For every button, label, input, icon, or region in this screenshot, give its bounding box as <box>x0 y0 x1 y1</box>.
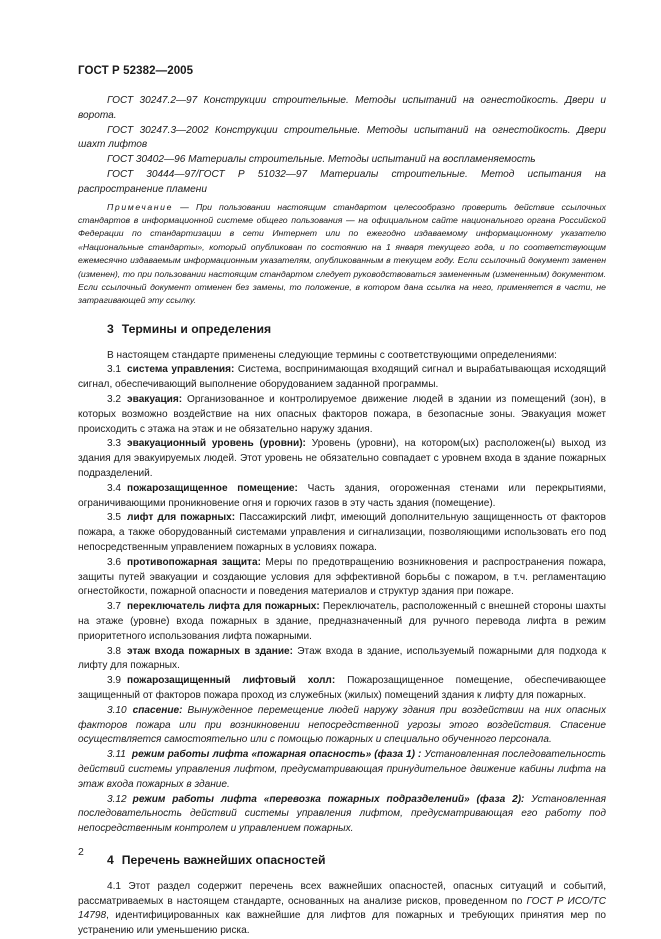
term-definition <box>78 393 606 437</box>
reference-item: ГОСТ 30402—96 Материалы строительные. Методы испытаний на воспламеняемость <box>107 154 536 166</box>
term-number: 3.11 <box>107 749 126 761</box>
term-name: пожарозащищенное помещение: <box>127 482 298 494</box>
note-label: Примечание <box>107 201 174 212</box>
term-text: Переключатель, расположенный с внешней стороны шахты на этаже (уровне) входа пожарных в здание, предназначенный для ручного перевода лифта в режим приоритетного использования лифта пожарными. <box>78 601 606 642</box>
term-text: Организованное и контролируемое движение людей в здании из помещений (зон), в которых возможно воздействие на них опасных факторов пожара, в безопасные зоны. Эвакуация может происходить с этажа на этаж и не обязательно наружу здания. <box>78 394 606 435</box>
term-number: 3.4 <box>107 482 122 494</box>
term-text: Система, воспринимающая входящий сигнал и вырабатывающая исходящий сигнал, обеспечивающий выполнение оборудованием заданной программы. <box>78 364 606 391</box>
term-name: противопожарная защита: <box>127 556 261 568</box>
reference-item: ГОСТ 30444—97/ГОСТ Р 51032—97 Материалы строительные. Метод испытания на распространение пламени <box>78 168 606 195</box>
term-definition <box>78 600 606 644</box>
term-name: эвакуация: <box>127 394 183 406</box>
document-body <box>78 94 606 939</box>
document-header: ГОСТ Р 52382—2005 <box>78 65 194 77</box>
term-definition <box>78 793 606 837</box>
term-name: переключатель лифта для пожарных: <box>127 601 320 613</box>
term-name: спасение: <box>132 704 183 716</box>
section-4-paragraph <box>78 880 606 939</box>
term-name: пожарозащищенный лифтовый холл: <box>127 675 336 687</box>
term-number: 3.3 <box>107 438 122 450</box>
reference-item: ГОСТ 30247.3—2002 Конструкции строительные. Методы испытаний на огнестойкость. Двери шахт лифтов <box>78 124 606 151</box>
term-definition <box>78 363 606 393</box>
term-text: Пожарозащищенное помещение, обеспечивающее защищенный от факторов пожара проход из служебных (жилых) помещений здания к лифту для пожарных. <box>78 675 606 701</box>
term-name: режим работы лифта «перевозка пожарных подразделений» (фаза 2): <box>132 793 525 805</box>
term-list <box>78 363 606 837</box>
term-number: 3.1 <box>107 364 122 376</box>
term-definition <box>78 511 606 555</box>
term-text: Установленная последовательность действий системы управления лифтом, предусматривающая его работу под непосредственным контролем и управлением пожарных. <box>78 793 606 835</box>
term-number: 3.12 <box>107 793 127 805</box>
term-name: эвакуационный уровень (уровни): <box>127 438 306 450</box>
note-text: — При пользовании настоящим стандартом целесообразно проверить действие ссылочных стандартов в информационной системе общего пользования — на официальном сайте национального органа Российской Федерации по стандартизации в сети Интернет или по ежегодно издаваемому информационному указателю «Национальные стандарты», который опубликован по состоянию на 1 января текущего года, и по соответствующим ежемесячно издаваемым информационным указателям, опубликованным в текущем году. Если ссылочный документ заменен (изменен), то при пользовании настоящим стандартом следует руководствоваться замененным (измененным) документом. Если ссылочный документ отменен без замены, то положение, в котором дана ссылка на него, применяется в части, не затрагивающей эту ссылку. <box>78 201 606 306</box>
section-number: 3 <box>107 321 114 336</box>
page-number: 2 <box>78 846 84 858</box>
term-definition <box>78 482 606 512</box>
section-title: Перечень важнейших опасностей <box>121 852 326 867</box>
term-definition <box>78 674 606 704</box>
term-name: режим работы лифта «пожарная опасность» (фаза 1) : <box>131 749 422 761</box>
term-number: 3.9 <box>107 675 122 687</box>
section-heading-4 <box>107 853 606 868</box>
section-title: Термины и определения <box>121 321 272 336</box>
paragraph-text: , идентифицированных как важнейшие для лифтов для пожарных и требующих принятия мер по устранению или уменьшению риска. <box>78 910 606 937</box>
paragraph-text: 4.1 Этот раздел содержит перечень всех важнейших опасностей, опасных ситуаций и событий, рассматриваемых в настоящем стандарте, основанных на анализе рисков, проведенном по <box>78 880 606 907</box>
section-intro: В настоящем стандарте применены следующие термины с соответствующими определениями: <box>107 349 557 361</box>
term-name: этаж входа пожарных в здание: <box>127 645 294 657</box>
term-definition <box>78 748 606 792</box>
term-text: Установленная последовательность действий системы управления лифтом, предусматривающая принудительное движение кабины лифта на этаж входа пожарных в здание. <box>78 749 606 790</box>
term-text: Этаж входа в здание, используемый пожарными для подхода к лифту для пожарных. <box>78 645 607 672</box>
term-text: Уровень (уровни), на котором(ых) расположен(ы) выход из здания для эвакуируемых людей. Этот уровень не обязательно совпадает с уровнем входа в здание пожарных подразделений. <box>78 438 606 479</box>
term-number: 3.7 <box>107 601 122 613</box>
standard-reference: ГОСТ Р ИСО/ТС 14798 <box>78 895 606 922</box>
term-definition <box>78 704 606 748</box>
term-name: система управления: <box>127 364 235 376</box>
term-text: Вынужденное перемещение людей наружу здания при воздействии на них опасных факторов пожара или при возникновении непосредственной угрозы этого воздействия. Спасение осуществляется самостоятельно или с помощью пожарных и специально обученного персонала. <box>78 704 606 746</box>
reference-item: ГОСТ 30247.2—97 Конструкции строительные. Методы испытаний на огнестойкость. Двери и ворота. <box>78 95 606 121</box>
section-number: 4 <box>107 852 114 867</box>
term-definition <box>78 556 606 600</box>
term-text: Пассажирский лифт, имеющий дополнительную защищенность от факторов пожара, а также оборудованный системами управления и сигнализации, позволяющими использовать его под непосредственным управлением пожарных в условиях пожара. <box>78 512 606 553</box>
section-heading-3 <box>107 322 606 337</box>
term-definition <box>78 645 606 675</box>
term-name: лифт для пожарных: <box>127 512 236 524</box>
term-number: 3.8 <box>107 645 122 657</box>
term-text: Меры по предотвращению возникновения и распространения пожара, защиты путей эвакуации и создающие условия для эффективной борьбы с пожаром, в т.ч. регламентацию огнестойкости, пожарной опасности и поведения материалов и структур здания при пожаре. <box>78 556 607 598</box>
term-number: 3.10 <box>107 704 127 716</box>
term-definition <box>78 437 606 481</box>
term-number: 3.5 <box>107 512 122 524</box>
term-number: 3.2 <box>107 394 122 406</box>
note-paragraph <box>78 201 606 308</box>
term-text: Часть здания, огороженная стенами или перекрытиями, ограничивающими проникновение огня и горючих газов в эту часть здания (помещение). <box>78 482 607 509</box>
term-number: 3.6 <box>107 556 122 568</box>
